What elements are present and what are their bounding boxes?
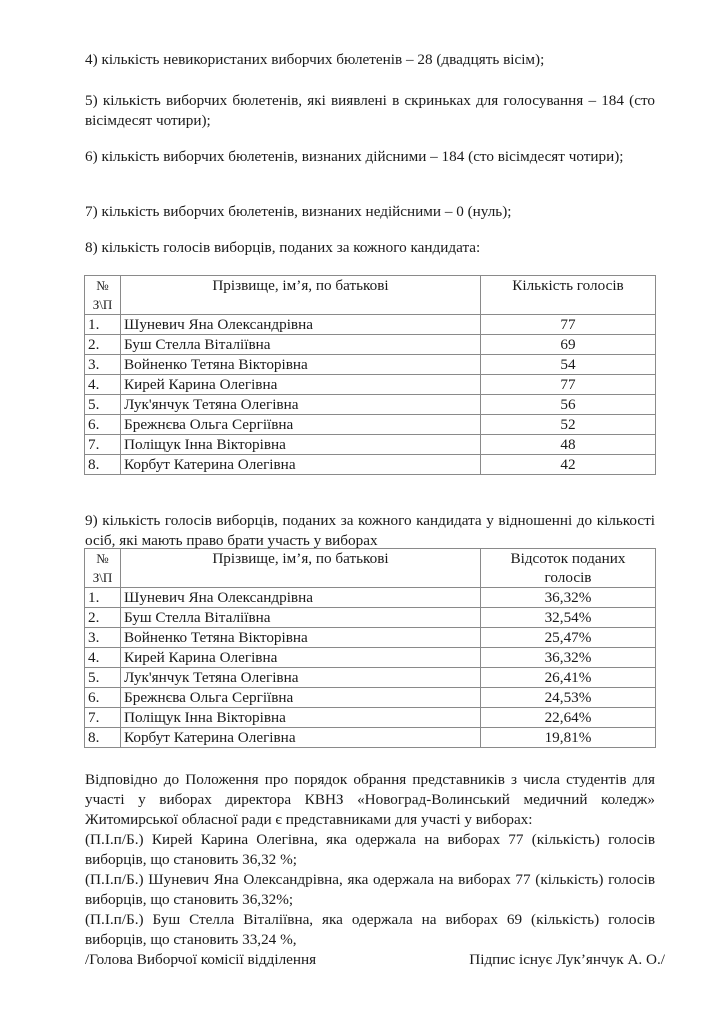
item-7: 7) кількість виборчих бюлетенів, визнаних недійсними – 0 (нуль); — [85, 203, 512, 220]
representative-2: (П.І.п/Б.) Шуневич Яна Олександрівна, яка одержала на виборах 77 (кількість) голосів виборців, що становить 36,32%; — [85, 871, 655, 908]
row-num: 5. — [85, 668, 121, 688]
row-name: Буш Стелла Віталіївна — [121, 335, 481, 355]
row-name: Шуневич Яна Олександрівна — [121, 315, 481, 335]
table-header-row — [85, 549, 656, 588]
item-9: 9) кількість голосів виборців, поданих за кожного кандидата у відношенні до кількості осіб, які мають право брати участь у виборах — [85, 512, 655, 549]
row-percent: 24,53% — [481, 688, 656, 708]
header-votes: Кількість голосів — [481, 276, 656, 315]
row-num: 7. — [85, 708, 121, 728]
percent-table — [84, 548, 656, 748]
row-name: Поліщук Інна Вікторівна — [121, 708, 481, 728]
row-votes: 69 — [481, 335, 656, 355]
signature-line — [85, 950, 665, 970]
row-name: Корбут Катерина Олегівна — [121, 728, 481, 748]
table-row — [85, 628, 656, 648]
row-name: Корбут Катерина Олегівна — [121, 455, 481, 475]
row-num: 6. — [85, 415, 121, 435]
header-num: № З\П — [85, 549, 121, 588]
row-num: 1. — [85, 315, 121, 335]
row-percent: 32,54% — [481, 608, 656, 628]
row-name: Буш Стелла Віталіївна — [121, 608, 481, 628]
row-name: Шуневич Яна Олександрівна — [121, 588, 481, 608]
row-num: 3. — [85, 355, 121, 375]
row-votes: 77 — [481, 375, 656, 395]
row-votes: 54 — [481, 355, 656, 375]
row-num: 5. — [85, 395, 121, 415]
table-row — [85, 395, 656, 415]
table-row — [85, 608, 656, 628]
row-name: Поліщук Інна Вікторівна — [121, 435, 481, 455]
row-name: Войненко Тетяна Вікторівна — [121, 628, 481, 648]
signature-role: /Голова Виборчої комісії відділення — [85, 951, 317, 968]
item-8: 8) кількість голосів виборців, поданих за кожного кандидата: — [85, 239, 481, 256]
table-row — [85, 648, 656, 668]
row-percent: 25,47% — [481, 628, 656, 648]
representative-3: (П.І.п/Б.) Буш Стелла Віталіївна, яка одержала на виборах 69 (кількість) голосів виборців, що становить 33,24 %, — [85, 911, 655, 948]
table-row — [85, 588, 656, 608]
row-name: Брежнєва Ольга Сергіївна — [121, 415, 481, 435]
table-row — [85, 708, 656, 728]
header-name: Прізвище, ім’я, по батькові — [121, 276, 481, 315]
row-num: 8. — [85, 728, 121, 748]
table-row — [85, 668, 656, 688]
row-num: 1. — [85, 588, 121, 608]
item-4: 4) кількість невикористаних виборчих бюлетенів – 28 (двадцять вісім); — [85, 51, 545, 68]
row-votes: 42 — [481, 455, 656, 475]
row-percent: 22,64% — [481, 708, 656, 728]
signature-name: Підпис існує Лук’янчук А. О./ — [469, 951, 665, 968]
conclusion — [85, 770, 655, 950]
row-num: 3. — [85, 628, 121, 648]
row-votes: 48 — [481, 435, 656, 455]
table-row — [85, 335, 656, 355]
row-name: Кирей Карина Олегівна — [121, 648, 481, 668]
row-num: 7. — [85, 435, 121, 455]
header-num: № З\П — [85, 276, 121, 315]
conclusion-intro: Відповідно до Положення про порядок обрання представників з числа студентів для участі у виборах директора КВНЗ «Новоград-Волинський медичний коледж» Житомирської обласної ради є представниками для участі у виборах: — [85, 771, 655, 828]
votes-table — [84, 275, 656, 475]
table-row — [85, 455, 656, 475]
row-percent: 36,32% — [481, 648, 656, 668]
table-row — [85, 355, 656, 375]
table-header-row — [85, 276, 656, 315]
header-percent: Відсоток поданих голосів — [481, 549, 656, 588]
header-name: Прізвище, ім’я, по батькові — [121, 549, 481, 588]
table-row — [85, 315, 656, 335]
row-name: Брежнєва Ольга Сергіївна — [121, 688, 481, 708]
table-row — [85, 435, 656, 455]
row-num: 4. — [85, 375, 121, 395]
row-name: Лук'янчук Тетяна Олегівна — [121, 395, 481, 415]
table-row — [85, 688, 656, 708]
row-name: Кирей Карина Олегівна — [121, 375, 481, 395]
row-num: 6. — [85, 688, 121, 708]
table-row — [85, 415, 656, 435]
row-percent: 26,41% — [481, 668, 656, 688]
row-percent: 36,32% — [481, 588, 656, 608]
row-num: 2. — [85, 335, 121, 355]
row-num: 2. — [85, 608, 121, 628]
row-percent: 19,81% — [481, 728, 656, 748]
representative-1: (П.І.п/Б.) Кирей Карина Олегівна, яка одержала на виборах 77 (кількість) голосів виборців, що становить 36,32 %; — [85, 831, 655, 868]
row-votes: 77 — [481, 315, 656, 335]
row-num: 4. — [85, 648, 121, 668]
row-name: Войненко Тетяна Вікторівна — [121, 355, 481, 375]
row-votes: 56 — [481, 395, 656, 415]
row-votes: 52 — [481, 415, 656, 435]
item-6: 6) кількість виборчих бюлетенів, визнаних дійсними – 184 (сто вісімдесят чотири); — [85, 148, 624, 165]
row-name: Лук'янчук Тетяна Олегівна — [121, 668, 481, 688]
row-num: 8. — [85, 455, 121, 475]
table-row — [85, 375, 656, 395]
table-row — [85, 728, 656, 748]
item-5: 5) кількість виборчих бюлетенів, які виявлені в скриньках для голосування – 184 (сто вісімдесят чотири); — [85, 92, 655, 129]
